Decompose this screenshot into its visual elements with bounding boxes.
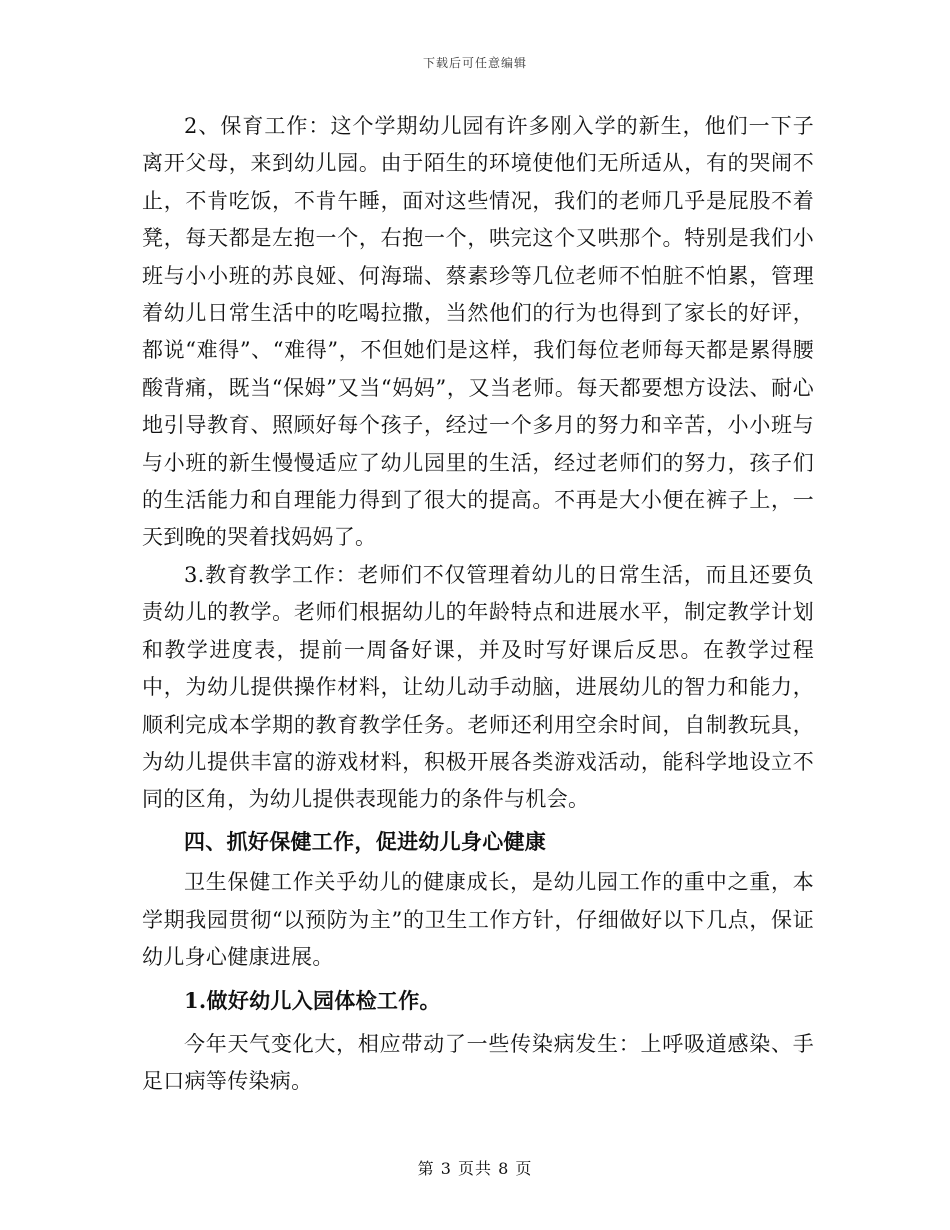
paragraph-teaching-work: 3.教育教学工作：老师们不仅管理着幼儿的日常生活，而且还要负责幼儿的教学。老师们根据幼儿的年龄特点和进展水平，制定教学计划和教学进度表，提前一周备好课，并及时写好课后反思。在教学过程中，为幼儿提供操作材料，让幼儿动手动脑，进展幼儿的智力和能力，顺利完成本学期的教育教学任务。老师还利用空余时间，自制教玩具，为幼儿提供丰富的游戏材料，积极开展各类游戏活动，能科学地设立不同的区角，为幼儿提供表现能力的条件与机会。 — [142, 562, 814, 812]
header-note: 下载后可任意编辑 — [422, 56, 527, 70]
paragraph-health-intro: 卫生保健工作关乎幼儿的健康成长，是幼儿园工作的重中之重，本学期我园贯彻“以预防为主”的卫生工作方针，仔细做好以下几点，保证幼儿身心健康进展。 — [142, 870, 814, 969]
document-body — [142, 108, 814, 1101]
paragraph-infectious-disease: 今年天气变化大，相应带动了一些传染病发生：上呼吸道感染、手足口病等传染病。 — [142, 1031, 814, 1094]
section-heading-health: 四、抓好保健工作，促进幼儿身心健康 — [184, 828, 547, 854]
subheading-health-check: 1.做好幼儿入园体检工作。 — [184, 988, 441, 1014]
page-footer: 第 3 页共 8 页 — [417, 1159, 533, 1178]
paragraph-childcare-work: 2、保育工作：这个学期幼儿园有许多刚入学的新生，他们一下子离开父母，来到幼儿园。由于陌生的环境使他们无所适从，有的哭闹不止，不肯吃饭，不肯午睡，面对这些情况，我们的老师几乎是屁股不着凳，每天都是左抱一个，右抱一个，哄完这个又哄那个。特别是我们小班与小小班的苏良娅、何海瑞、蔡素珍等几位老师不怕脏不怕累，管理着幼儿日常生活中的吃喝拉撒，当然他们的行为也得到了家长的好评，都说“难得”、“难得”，不但她们是这样，我们每位老师每天都是累得腰酸背痛，既当“保姆”又当“妈妈”，又当老师。每天都要想方设法、耐心地引导教育、照顾好每个孩子，经过一个多月的努力和辛苦，小小班与与小班的新生慢慢适应了幼儿园里的生活，经过老师们的努力，孩子们的生活能力和自理能力得到了很大的提高。不再是大小便在裤子上，一天到晚的哭着找妈妈了。 — [142, 114, 814, 550]
